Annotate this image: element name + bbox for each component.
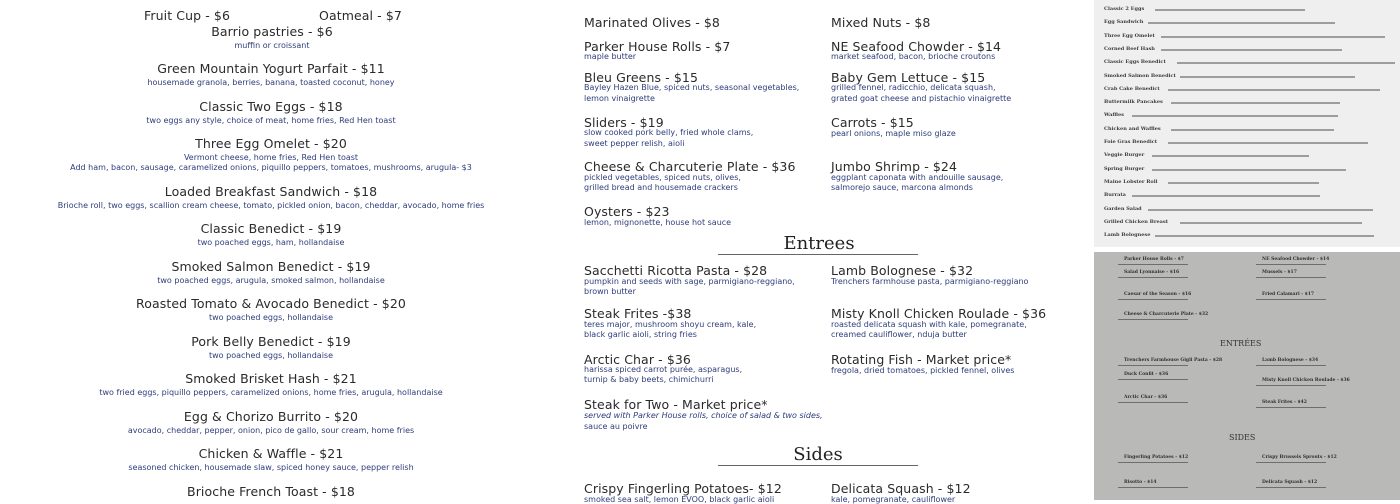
photo-menu-line: Caesar of the Season - $16 (1124, 292, 1192, 297)
photo-text-smudge (1256, 277, 1326, 278)
photo-menu-line: Risotto - $14 (1124, 480, 1157, 485)
menu-item-description: served with Parker House rolls, choice of salad & two sides, (584, 411, 823, 420)
photo-menu-line: Smoked Salmon Benedict (1104, 72, 1176, 79)
menu-item-description: pearl onions, maple miso glaze (831, 129, 956, 138)
menu-item-description: salmorejo sauce, marcona almonds (831, 183, 973, 192)
section-header-sides: Sides (793, 444, 843, 465)
menu-item-description: Vermont cheese, home fries, Red Hen toast (183, 153, 359, 162)
photo-text-smudge (1168, 142, 1368, 144)
photo-menu-line: Maine Lobster Roll (1104, 178, 1158, 185)
menu-item-chicken-waffle: Chicken & Waffle - $21 (198, 446, 344, 461)
menu-item-description: turnip & baby beets, chimichurri (584, 375, 714, 384)
photo-menu-line: Corned Beef Hash (1104, 45, 1155, 52)
menu-item-rolls: Parker House Rolls - $7 (584, 39, 731, 54)
menu-item-description: two poached eggs, arugula, smoked salmon, hollandaise (157, 276, 385, 285)
photo-menu-line: Cheese & Charcuterie Plate - $32 (1124, 312, 1209, 317)
photo-menu-line: Mussels - $17 (1262, 270, 1297, 275)
photo-text-smudge (1256, 299, 1326, 300)
photo-menu-line: Steak Frites - $42 (1262, 400, 1307, 405)
photo-menu-line: Trenchers Farmhouse Gigli Pasta - $28 (1124, 358, 1223, 363)
photo-menu-line: Three Egg Omelet (1104, 32, 1155, 39)
menu-item-rotating-fish: Rotating Fish - Market price* (831, 352, 1012, 367)
menu-item-lamb-bolognese: Lamb Bolognese - $32 (831, 263, 974, 278)
photo-text-smudge (1161, 49, 1342, 51)
photo-text-smudge (1118, 299, 1188, 300)
photo-text-smudge (1177, 62, 1395, 64)
photo-text-smudge (1132, 195, 1320, 197)
menu-item-french-toast: Brioche French Toast - $18 (187, 484, 355, 499)
photo-menu-line: Crispy Brussels Sprouts - $12 (1262, 455, 1337, 460)
photo-menu-line: NE Seafood Chowder - $14 (1262, 257, 1330, 262)
photo-text-smudge (1168, 182, 1319, 184)
menu-item-carrots: Carrots - $15 (831, 115, 914, 130)
menu-item-fingerling-potatoes: Crispy Fingerling Potatoes- $12 (584, 481, 782, 496)
menu-item-description: smoked sea salt, lemon EVOO, black garlic aioli (584, 495, 775, 504)
menu-item-baby-gem-lettuce: Baby Gem Lettuce - $15 (831, 70, 986, 85)
menu-item-description: maple butter (584, 52, 637, 61)
photo-text-smudge (1118, 264, 1188, 265)
photo-menu-line: Lamb Bolognese - $34 (1262, 358, 1319, 363)
menu-item-steak-for-two: Steak for Two - Market price* (584, 397, 768, 412)
menu-item-description: harissa spiced carrot purée, asparagus, (584, 365, 743, 374)
photo-menu-line: Misty Knoll Chicken Roulade - $36 (1262, 378, 1350, 383)
photo-menu-line: Fingerling Potatoes - $12 (1124, 455, 1189, 460)
photo-text-smudge (1152, 155, 1309, 157)
menu-item-description: market seafood, bacon, brioche croutons (831, 52, 996, 61)
section-header-entrees: Entrees (783, 233, 855, 254)
menu-item-description: sauce au poivre (584, 422, 648, 431)
menu-item-arctic-char: Arctic Char - $36 (584, 352, 691, 367)
photo-text-smudge (1180, 222, 1362, 224)
menu-item-description: pumpkin and seeds with sage, parmigiano-reggiano, (584, 277, 795, 286)
photo-text-smudge (1256, 487, 1326, 488)
menu-item-description: Brioche roll, two eggs, scallion cream cheese, tomato, pickled onion, bacon, cheddar, avocado, home fries (57, 201, 485, 210)
menu-item-description: two poached eggs, hollandaise (208, 313, 334, 322)
menu-item-description: eggplant caponata with andouille sausage, (831, 173, 1004, 182)
photo-text-smudge (1132, 115, 1338, 117)
menu-item-description: brown butter (584, 287, 636, 296)
photo-menu-line: Chicken and Waffles (1104, 125, 1161, 132)
menu-item-salmon-benedict: Smoked Salmon Benedict - $19 (171, 259, 371, 274)
menu-item-loaded-sandwich: Loaded Breakfast Sandwich - $18 (164, 184, 378, 199)
photo-text-smudge (1152, 169, 1346, 171)
menu-item-tomato-benedict: Roasted Tomato & Avocado Benedict - $20 (136, 296, 406, 311)
menu-item-brisket-hash: Smoked Brisket Hash - $21 (185, 371, 357, 386)
menu-item-oatmeal: Oatmeal - $7 (319, 8, 402, 23)
photo-menu-line: Arctic Char - $36 (1124, 395, 1168, 400)
photo-menu-line: Delicata Squash - $12 (1262, 480, 1318, 485)
photo-text-smudge (1118, 365, 1188, 366)
menu-item-description: two poached eggs, hollandaise (208, 351, 334, 360)
photo-header-sides: SIDES (1229, 433, 1256, 442)
photo-menu-line: Foie Gras Benedict (1104, 139, 1158, 145)
photo-menu-line: Veggie Burger (1104, 152, 1145, 159)
menu-item-description: muffin or croissant (234, 41, 310, 50)
photo-text-smudge (1148, 209, 1373, 211)
photo-text-smudge (1118, 462, 1188, 463)
menu-item-description: grilled bread and housemade crackers (584, 183, 738, 192)
menu-item-description: seasoned chicken, housemade slaw, spiced honey sauce, pepper relish (128, 463, 414, 472)
photo-text-smudge (1155, 235, 1374, 237)
menu-item-description: two poached eggs, ham, hollandaise (197, 238, 345, 247)
menu-item-description: Trenchers farmhouse pasta, parmigiano-reggiano (831, 277, 1029, 286)
photo-text-smudge (1118, 402, 1188, 403)
photo-text-smudge (1118, 319, 1188, 320)
photo-text-smudge (1256, 462, 1326, 463)
menu-item-bleu-greens: Bleu Greens - $15 (584, 70, 699, 85)
menu-photo-top (1094, 0, 1400, 247)
menu-item-chowder: NE Seafood Chowder - $14 (831, 39, 1002, 54)
photo-menu-line: Burrata (1104, 192, 1126, 199)
menu-item-pork-belly-benedict: Pork Belly Benedict - $19 (191, 334, 351, 349)
photo-menu-line: Garden Salad (1104, 205, 1142, 212)
photo-menu-line: Lamb Bolognese (1104, 232, 1151, 239)
photo-menu-line: Spring Burger (1104, 165, 1145, 172)
section-divider (718, 465, 918, 466)
photo-menu-line: Crab Cake Benedict (1104, 85, 1160, 92)
menu-item-sliders: Sliders - $19 (584, 115, 664, 130)
menu-item-chorizo-burrito: Egg & Chorizo Burrito - $20 (183, 409, 359, 424)
menu-item-steak-frites: Steak Frites -$38 (584, 306, 692, 321)
photo-menu-line: Fried Calamari - $17 (1262, 292, 1315, 297)
menu-item-description: teres major, mushroom shoyu cream, kale, (584, 320, 757, 329)
menu-item-classic-two-eggs: Classic Two Eggs - $18 (199, 99, 343, 114)
photo-text-smudge (1256, 365, 1326, 366)
photo-menu-line: Waffles (1104, 112, 1124, 119)
photo-text-smudge (1161, 36, 1385, 38)
section-divider (718, 254, 918, 255)
menu-item-olives: Marinated Olives - $8 (584, 15, 720, 30)
photo-menu-line: Buttermilk Pancakes (1104, 99, 1163, 106)
photo-text-smudge (1256, 385, 1326, 386)
menu-item-description: two fried eggs, piquillo peppers, caramelized onions, home fries, arugula, hollandaise (99, 388, 443, 397)
photo-text-smudge (1168, 89, 1380, 91)
menu-item-description: black garlic aioli, string fries (584, 330, 697, 339)
menu-item-description: kale, pomegranate, cauliflower (831, 495, 956, 504)
menu-item-three-egg-omelet: Three Egg Omelet - $20 (195, 136, 347, 151)
photo-header-entrees: ENTRÉES (1220, 339, 1262, 348)
menu-item-jumbo-shrimp: Jumbo Shrimp - $24 (831, 159, 958, 174)
photo-menu-line: Grilled Chicken Breast (1104, 218, 1169, 225)
photo-menu-line: Egg Sandwich (1104, 19, 1144, 26)
menu-item-description: Add ham, bacon, sausage, caramelized onions, piquillo peppers, tomatoes, mushrooms, arugula- $3 (70, 163, 472, 172)
menu-item-fruit-cup: Fruit Cup - $6 (144, 8, 231, 23)
menu-item-barrio-pastries: Barrio pastries - $6 (211, 24, 333, 39)
photo-text-smudge (1155, 9, 1305, 11)
photo-text-smudge (1148, 22, 1335, 24)
menu-item-ricotta-pasta: Sacchetti Ricotta Pasta - $28 (584, 263, 768, 278)
photo-text-smudge (1118, 379, 1188, 380)
menu-item-classic-benedict: Classic Benedict - $19 (200, 221, 342, 236)
menu-item-description: sweet pepper relish, aioli (584, 139, 685, 148)
photo-menu-line: Parker House Rolls - $7 (1124, 257, 1184, 262)
menu-item-chicken-roulade: Misty Knoll Chicken Roulade - $36 (831, 306, 1047, 321)
menu-item-yogurt-parfait: Green Mountain Yogurt Parfait - $11 (157, 61, 385, 76)
menu-item-description: housemade granola, berries, banana, toasted coconut, honey (147, 78, 395, 87)
menu-item-description: fregola, dried tomatoes, pickled fennel, olives (831, 366, 1015, 375)
photo-menu-line: Classic Eggs Benedict (1104, 59, 1166, 66)
menu-item-oysters: Oysters - $23 (584, 204, 670, 219)
menu-item-description: avocado, cheddar, pepper, onion, pico de gallo, sour cream, home fries (127, 426, 415, 435)
photo-menu-line: Duck Confit - $36 (1124, 372, 1169, 377)
menu-item-charcuterie: Cheese & Charcuterie Plate - $36 (584, 159, 796, 174)
photo-text-smudge (1171, 129, 1334, 131)
menu-item-description: roasted delicata squash with kale, pomegranate, (831, 320, 1027, 329)
menu-item-delicata-squash: Delicata Squash - $12 (831, 481, 971, 496)
menu-item-description: slow cooked pork belly, fried whole clams, (584, 128, 754, 137)
menu-item-description: pickled vegetables, spiced nuts, olives, (584, 173, 741, 182)
photo-text-smudge (1171, 102, 1340, 104)
photo-text-smudge (1118, 487, 1188, 488)
menu-item-nuts: Mixed Nuts - $8 (831, 15, 931, 30)
photo-menu-line: Classic 2 Eggs (1104, 6, 1145, 12)
menu-item-description: grated goat cheese and pistachio vinaigrette (831, 94, 1012, 103)
menu-item-description: Bayley Hazen Blue, spiced nuts, seasonal vegetables, (584, 83, 800, 92)
photo-text-smudge (1180, 76, 1355, 78)
menu-item-description: lemon vinaigrette (584, 94, 655, 103)
photo-text-smudge (1118, 277, 1188, 278)
menu-item-description: two eggs any style, choice of meat, home fries, Red Hen toast (146, 116, 396, 125)
menu-item-description: grilled fennel, radicchio, delicata squash, (831, 83, 996, 92)
photo-text-smudge (1256, 264, 1326, 265)
photo-text-smudge (1256, 407, 1326, 408)
menu-item-description: creamed cauliflower, nduja butter (831, 330, 967, 339)
menu-photo-bottom (1094, 252, 1400, 500)
menu-item-description: lemon, mignonette, house hot sauce (584, 218, 732, 227)
photo-menu-line: Salad Lyonnaise - $16 (1124, 270, 1180, 275)
